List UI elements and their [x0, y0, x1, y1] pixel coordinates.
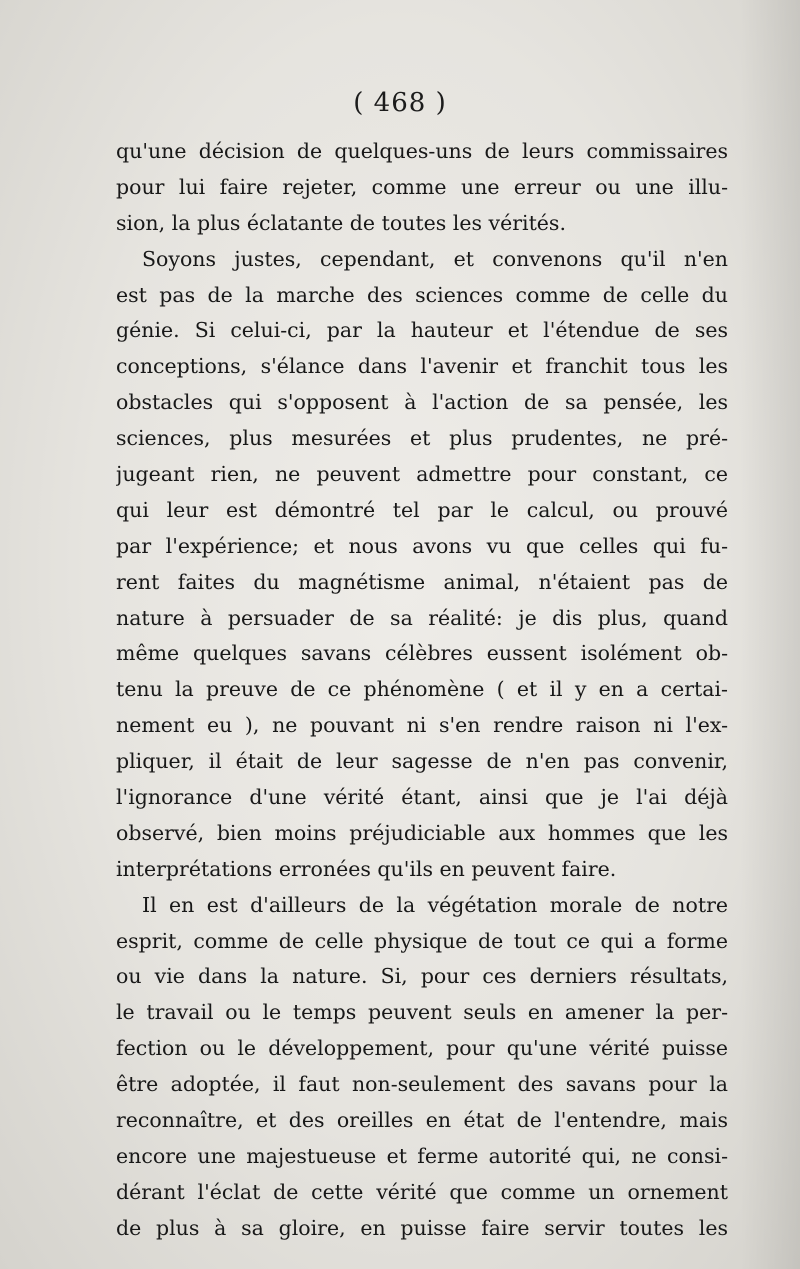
text-line: obstacles qui s'opposent à l'action de sa pensée, les	[116, 390, 728, 415]
text-line: rent faites du magnétisme animal, n'étaient pas de	[116, 569, 728, 594]
text-line: même quelques savans célèbres eussent isolément ob-	[116, 641, 728, 666]
text-line: sion, la plus éclatante de toutes les vérités.	[116, 210, 566, 235]
text-line: qu'une décision de quelques-uns de leurs commissaires	[116, 139, 728, 163]
text-line: sciences, plus mesurées et plus prudentes, ne pré-	[116, 426, 728, 451]
text-line: l'ignorance d'une vérité étant, ainsi que je l'ai déjà	[116, 785, 728, 810]
text-line: nement eu ), ne pouvant ni s'en rendre raison ni l'ex-	[116, 713, 728, 738]
text-line: reconnaître, et des oreilles en état de l'entendre, mais	[116, 1108, 728, 1133]
text-line: conceptions, s'élance dans l'avenir et franchit tous les	[116, 354, 728, 379]
text-line: génie. Si celui-ci, par la hauteur et l'étendue de ses	[116, 318, 728, 343]
text-line: être adoptée, il faut non-seulement des savans pour la	[116, 1072, 728, 1097]
text-line: pliquer, il était de leur sagesse de n'en pas convenir,	[116, 749, 728, 774]
text-line: de plus à sa gloire, en puisse faire servir toutes les	[116, 1215, 728, 1240]
text-line: interprétations erronées qu'ils en peuvent faire.	[116, 856, 617, 881]
text-line: nature à persuader de sa réalité: je dis plus, quand	[116, 605, 728, 630]
text-line: ou vie dans la nature. Si, pour ces derniers résultats,	[116, 964, 728, 989]
body-text	[116, 134, 728, 1247]
text-line: encore une majestueuse et ferme autorité qui, ne consi-	[116, 1143, 728, 1168]
text-line: observé, bien moins préjudiciable aux hommes que les	[116, 820, 728, 845]
text-line: Soyons justes, cependant, et convenons qu'il n'en	[142, 246, 728, 271]
text-line: jugeant rien, ne peuvent admettre pour constant, ce	[116, 462, 728, 487]
text-line: esprit, comme de celle physique de tout ce qui a forme	[116, 928, 728, 953]
text-line: dérant l'éclat de cette vérité que comme un ornement	[116, 1179, 728, 1204]
text-line: est pas de la marche des sciences comme de celle du	[116, 282, 728, 307]
text-line: le travail ou le temps peuvent seuls en amener la per-	[116, 1000, 728, 1025]
text-line: fection ou le développement, pour qu'une vérité puisse	[116, 1036, 728, 1061]
text-line: tenu la preuve de ce phénomène ( et il y en a certai-	[116, 677, 728, 702]
page-number: ( 468 )	[353, 88, 447, 118]
text-line: qui leur est démontré tel par le calcul, ou prouvé	[116, 497, 728, 522]
text-line: Il en est d'ailleurs de la végétation morale de notre	[142, 892, 728, 917]
text-line: par l'expérience; et nous avons vu que celles qui fu-	[116, 533, 728, 558]
text-line: pour lui faire rejeter, comme une erreur ou une illu-	[116, 174, 728, 199]
